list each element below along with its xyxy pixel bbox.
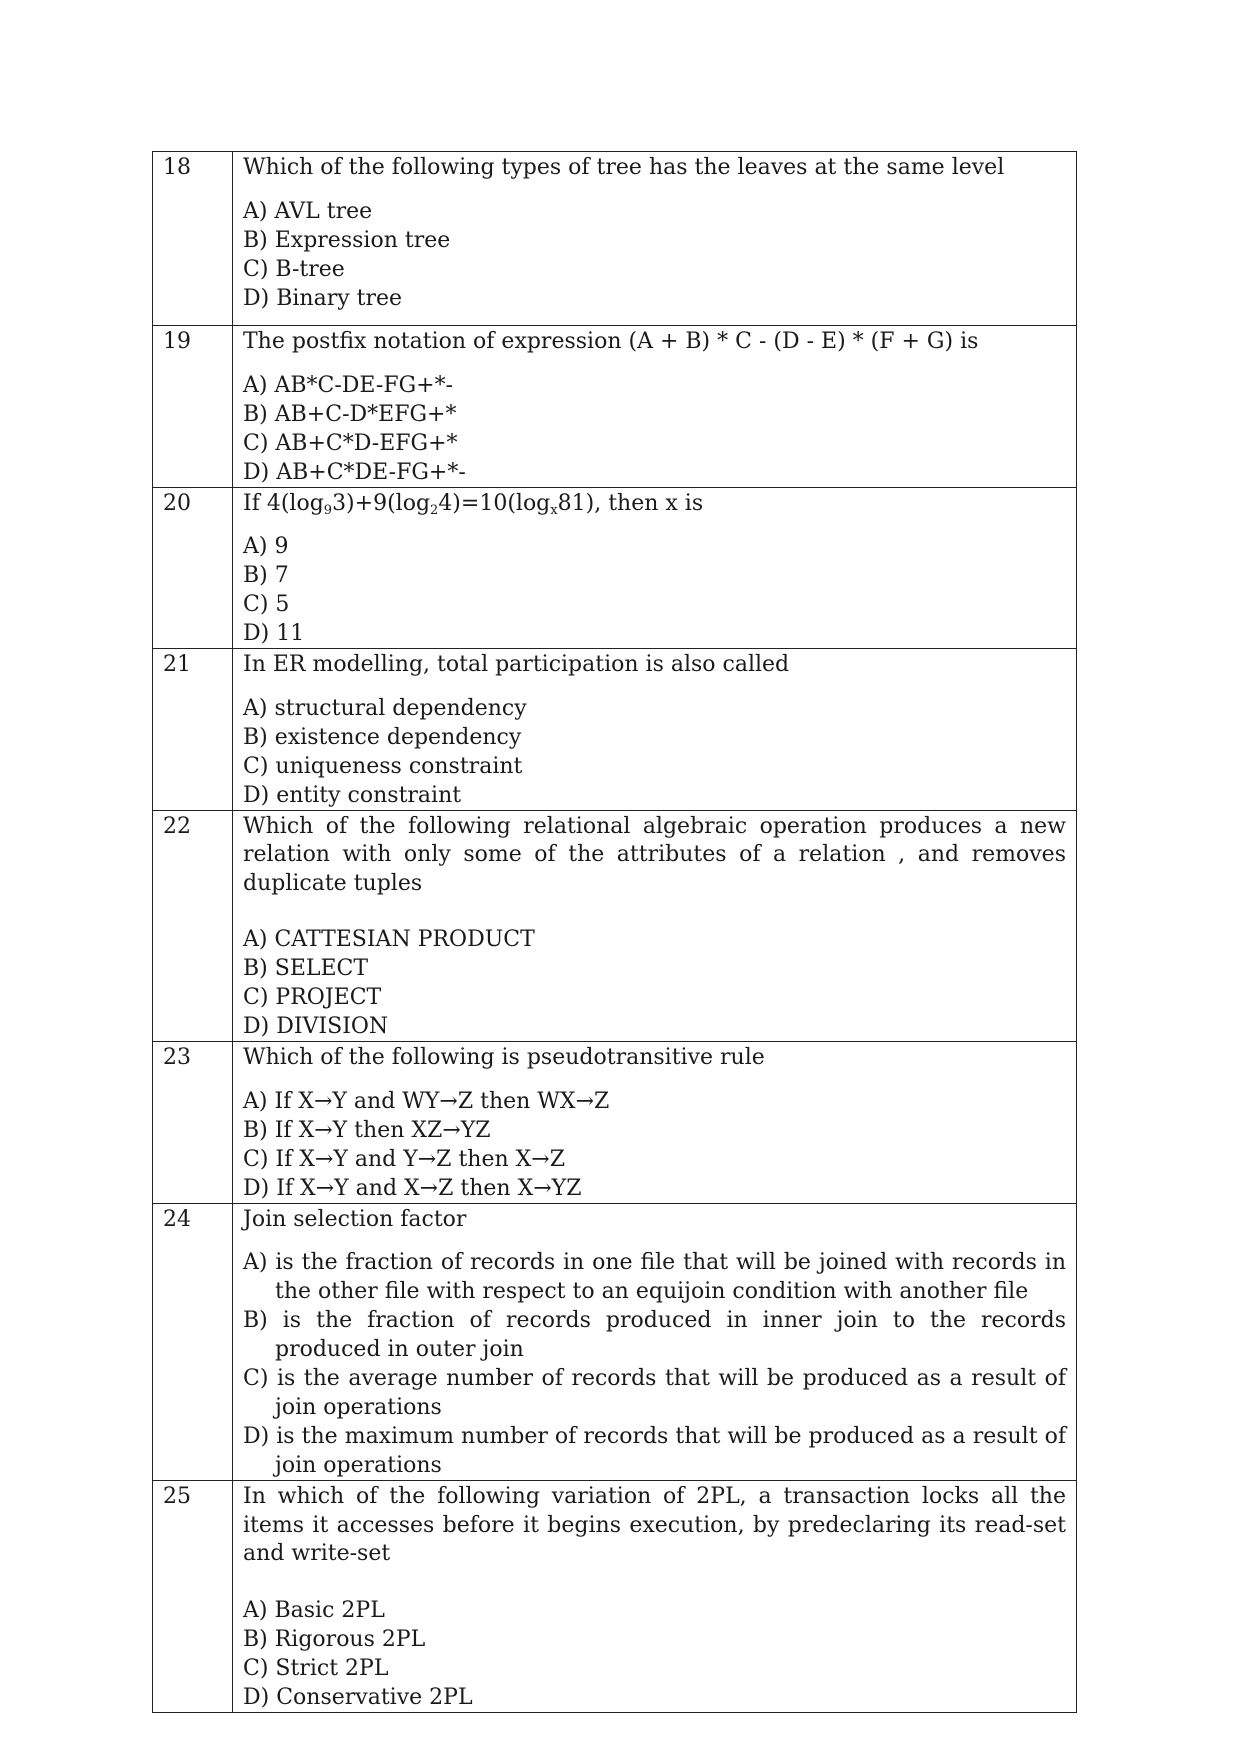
option-a: A) If X→Y and WY→Z then WX→Z <box>243 1088 610 1114</box>
option-list <box>243 371 1066 487</box>
option-c: C) PROJECT <box>243 985 382 1010</box>
option-list <box>243 197 1066 313</box>
question-row-18 <box>153 152 1077 326</box>
question-body <box>233 326 1077 488</box>
question-body <box>233 1481 1077 1713</box>
option-list <box>243 1087 1066 1203</box>
option-b: B) is the fraction of records produced in inner join to the records produced in outer join <box>243 1308 1066 1362</box>
option-b: B) SELECT <box>243 956 369 981</box>
option-c: C) Strict 2PL <box>243 1655 389 1681</box>
option-c: C) uniqueness constraint <box>243 753 523 779</box>
option-c: C) B-tree <box>243 256 345 282</box>
log-base-subscript: 2 <box>430 502 439 518</box>
question-body <box>233 810 1077 1042</box>
option-b: B) 7 <box>243 563 289 588</box>
question-text: Join selection factor <box>243 1206 467 1232</box>
question-text: Which of the following is pseudotransitive rule <box>243 1045 765 1070</box>
option-a: A) 9 <box>243 534 289 559</box>
question-row-21 <box>153 649 1077 811</box>
question-text <box>243 490 1066 519</box>
question-row-23 <box>153 1042 1077 1204</box>
question-row-22 <box>153 810 1077 1042</box>
option-a: A) is the fraction of records in one file that will be joined with records in the other file with respect to an equijoin condition with another file <box>243 1250 1066 1304</box>
option-list <box>243 1248 1066 1480</box>
question-row-24 <box>153 1203 1077 1481</box>
log-base-subscript: 9 <box>323 502 333 518</box>
question-text: In ER modelling, total participation is also called <box>243 652 790 677</box>
option-c: C) 5 <box>243 592 290 617</box>
option-d: D) is the maximum number of records that will be produced as a result of join operations <box>243 1424 1066 1478</box>
question-number: 19 <box>153 326 233 488</box>
option-list <box>243 532 1066 648</box>
option-b: B) Rigorous 2PL <box>243 1626 426 1652</box>
question-text: The postfix notation of expression (A + B) * C - (D - E) * (F + G) is <box>243 329 979 354</box>
option-c: C) is the average number of records that will be produced as a result of join operations <box>243 1366 1066 1420</box>
option-d: D) 11 <box>243 621 305 646</box>
question-table <box>152 151 1077 1713</box>
question-text-part: If 4(log <box>243 490 324 516</box>
question-number: 22 <box>153 810 233 1042</box>
question-body <box>233 649 1077 811</box>
question-text: Which of the following types of tree has the leaves at the same level <box>243 155 1005 180</box>
question-body <box>233 1203 1077 1481</box>
question-number: 23 <box>153 1042 233 1204</box>
option-d: D) Conservative 2PL <box>243 1684 473 1710</box>
option-list <box>243 925 1066 1041</box>
option-a: A) Basic 2PL <box>243 1597 385 1623</box>
question-row-19 <box>153 326 1077 488</box>
question-body <box>233 152 1077 326</box>
question-text-part: 81), then x is <box>557 490 704 516</box>
question-number: 24 <box>153 1203 233 1481</box>
option-c: C) If X→Y and Y→Z then X→Z <box>243 1146 566 1172</box>
question-row-20 <box>153 487 1077 649</box>
option-b: B) If X→Y then XZ→YZ <box>243 1117 491 1143</box>
question-text: Which of the following relational algebraic operation produces a new relation with only some of the attributes of a relation , and removes duplicate tuples <box>243 813 1066 896</box>
question-row-25 <box>153 1481 1077 1713</box>
option-d: D) entity constraint <box>243 782 462 808</box>
option-b: B) existence dependency <box>243 724 522 750</box>
option-a: A) structural dependency <box>243 695 527 721</box>
option-c: C) AB+C*D-EFG+* <box>243 430 458 456</box>
question-body <box>233 487 1077 649</box>
option-d: D) Binary tree <box>243 285 403 311</box>
option-list <box>243 694 1066 810</box>
option-a: A) CATTESIAN PRODUCT <box>243 927 535 952</box>
option-d: D) DIVISION <box>243 1014 389 1039</box>
option-d: D) AB+C*DE-FG+*- <box>243 459 466 485</box>
question-number: 21 <box>153 649 233 811</box>
question-body <box>233 1042 1077 1204</box>
option-b: B) Expression tree <box>243 227 451 253</box>
option-b: B) AB+C-D*EFG+* <box>243 401 457 427</box>
question-number: 25 <box>153 1481 233 1713</box>
question-text: In which of the following variation of 2PL, a transaction locks all the items it accesses before it begins execution, by predeclaring its read-set and write-set <box>243 1484 1066 1566</box>
option-a: A) AB*C-DE-FG+*- <box>243 372 454 398</box>
question-text-part: 4)=10(log <box>438 490 551 516</box>
option-d: D) If X→Y and X→Z then X→YZ <box>243 1175 582 1201</box>
question-number: 20 <box>153 487 233 649</box>
log-base-subscript: x <box>550 502 558 518</box>
question-number: 18 <box>153 152 233 326</box>
option-a: A) AVL tree <box>243 198 373 224</box>
option-list <box>243 1596 1066 1712</box>
question-text-part: 3)+9(log <box>332 490 431 516</box>
